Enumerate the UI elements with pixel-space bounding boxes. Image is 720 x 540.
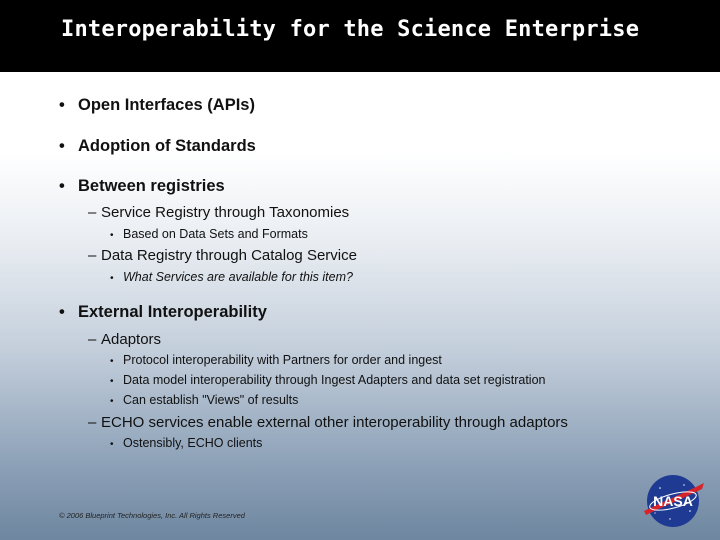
sub-sub-bullet-text: Protocol interoperability with Partners for order and ingest [123, 353, 442, 367]
logo-text: NASA [653, 493, 693, 509]
bullet-text: Open Interfaces (APIs) [78, 96, 255, 114]
sub-sub-bullet-text: Data model interoperability through Ingest Adapters and data set registration [123, 373, 546, 387]
sub-bullet-text: Service Registry through Taxonomies [101, 204, 350, 221]
sub-bullet-text: Data Registry through Catalog Service [101, 247, 357, 264]
sub-bullet-item: – Adaptors [88, 331, 162, 348]
title-bar [0, 0, 720, 72]
sub-sub-bullet-text: Can establish "Views" of results [123, 393, 299, 407]
sub-sub-bullet-text: What Services are available for this item? [123, 270, 353, 284]
bullet-text: External Interoperability [78, 303, 267, 321]
bullet-item: • Between registries [59, 177, 225, 195]
sub-sub-bullet-text: Based on Data Sets and Formats [123, 227, 308, 241]
sub-sub-bullet-item: • Based on Data Sets and Formats [110, 227, 308, 241]
nasa-logo-icon [640, 473, 706, 529]
slide-title: Interoperability for the Science Enterprise [61, 17, 640, 42]
bullet-item: • Open Interfaces (APIs) [59, 96, 255, 114]
bullet-text: Adoption of Standards [78, 137, 256, 155]
sub-sub-bullet-item: • Protocol interoperability with Partners for order and ingest [110, 353, 442, 367]
sub-sub-bullet-item: • Data model interoperability through Ingest Adapters and data set registration [110, 373, 546, 387]
sub-bullet-item: – Data Registry through Catalog Service [88, 247, 357, 264]
bullet-item: • Adoption of Standards [59, 137, 256, 155]
sub-sub-bullet-item: • Ostensibly, ECHO clients [110, 436, 263, 450]
bullet-text: Between registries [78, 177, 225, 195]
copyright-footer: © 2006 Blueprint Technologies, Inc. All Rights Reserved [59, 511, 245, 520]
sub-bullet-text: Adaptors [101, 331, 162, 348]
sub-sub-bullet-item: • What Services are available for this item? [110, 270, 353, 284]
sub-bullet-item: – ECHO services enable external other interoperability through adaptors [88, 414, 568, 431]
sub-sub-bullet-text: Ostensibly, ECHO clients [123, 436, 263, 450]
bullet-item: • External Interoperability [59, 303, 267, 321]
sub-sub-bullet-item: • Can establish "Views" of results [110, 393, 299, 407]
sub-bullet-text: ECHO services enable external other interoperability through adaptors [101, 414, 568, 431]
sub-bullet-item: – Service Registry through Taxonomies [88, 204, 350, 221]
